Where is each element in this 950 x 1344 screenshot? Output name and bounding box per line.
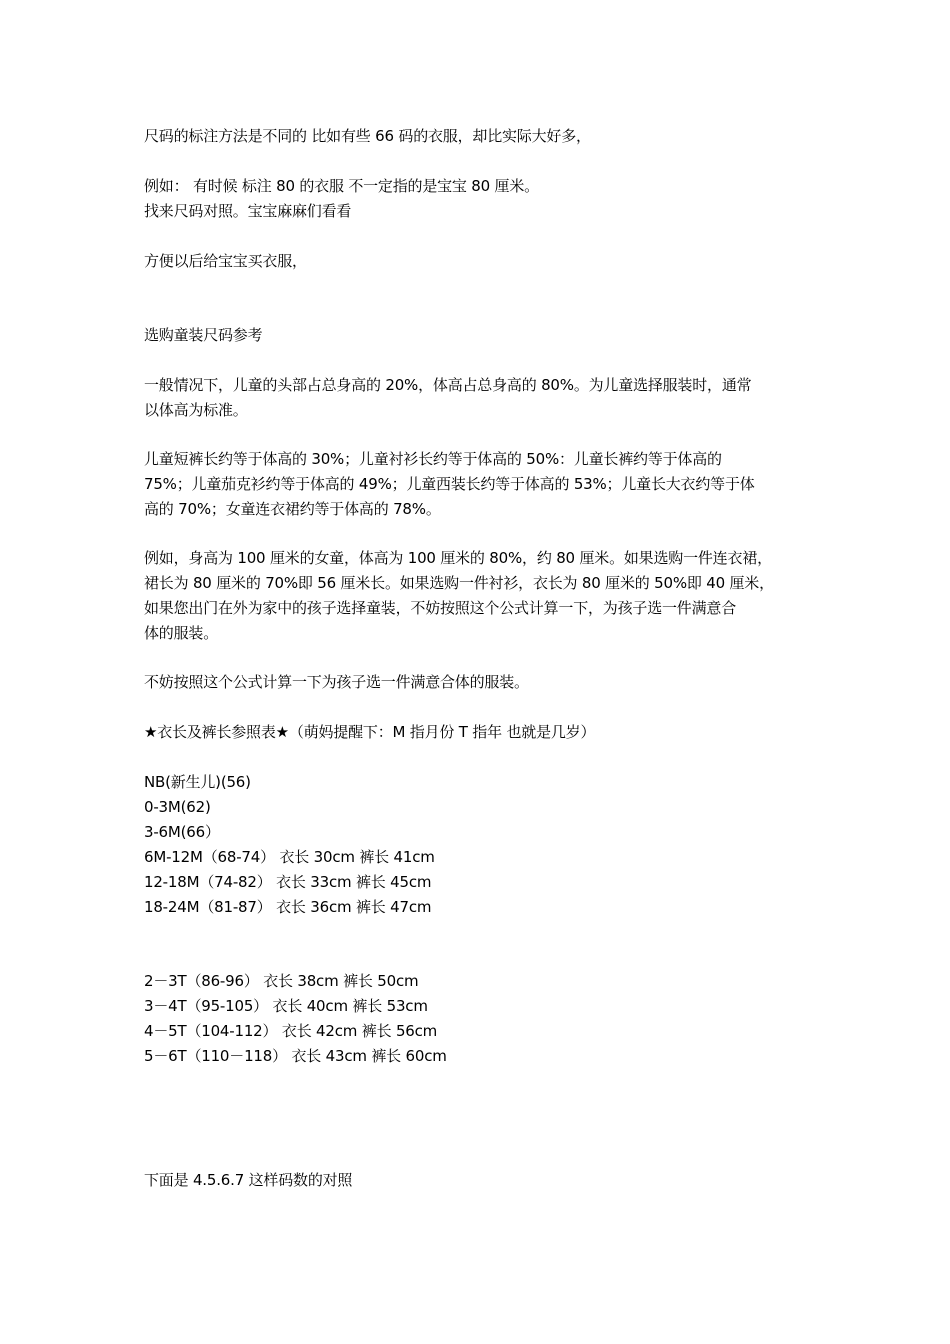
- size-row: 4－5T（104-112） 衣长 42cm 裤长 56cm: [144, 1022, 438, 1040]
- intro-line-1: 尺码的标注方法是不同的 比如有些 66 码的衣服，却比实际大好多，: [144, 127, 591, 145]
- size-row: 6M-12M（68-74） 衣长 30cm 裤长 41cm: [144, 848, 435, 866]
- paragraph-line: 儿童短裤长约等于体高的 30%；儿童衬衫长约等于体高的 50%：儿童长裤约等于体高的: [144, 450, 722, 468]
- size-table-title: ★衣长及裤长参照表★（萌妈提醒下：M 指月份 T 指年 也就是几岁）: [144, 723, 596, 741]
- paragraph-line: 体的服装。: [144, 624, 219, 642]
- paragraph-body-ratio: [144, 373, 810, 423]
- size-table-toddler: [144, 969, 810, 1069]
- intro-line-2: 例如： 有时候 标注 80 的衣服 不一定指的是宝宝 80 厘米。: [144, 177, 539, 195]
- paragraph-line: 一般情况下，儿童的头部占总身高的 20%，体高占总身高的 80%。为儿童选择服装时，通常: [144, 376, 752, 394]
- paragraph-garment-ratios: [144, 447, 810, 522]
- size-row: 2－3T（86-96） 衣长 38cm 裤长 50cm: [144, 972, 419, 990]
- paragraph-line: 75%；儿童茄克衫约等于体高的 49%；儿童西装长约等于体高的 53%；儿童长大衣约等于体: [144, 475, 755, 493]
- section-heading: 选购童装尺码参考: [144, 326, 263, 344]
- paragraph-formula-note: 不妨按照这个公式计算一下为孩子选一件满意合体的服装。: [144, 673, 529, 691]
- footer-note: 下面是 4.5.6.7 这样码数的对照: [144, 1171, 353, 1189]
- size-row: 0-3M(62): [144, 798, 211, 816]
- size-row: 3－4T（95-105） 衣长 40cm 裤长 53cm: [144, 997, 428, 1015]
- size-row: 3-6M(66）: [144, 823, 220, 841]
- size-row: 18-24M（81-87） 衣长 36cm 裤长 47cm: [144, 898, 432, 916]
- intro-line-4: 方便以后给宝宝买衣服，: [144, 252, 307, 270]
- size-row: NB(新生儿)(56): [144, 773, 251, 791]
- paragraph-line: 高的 70%；女童连衣裙约等于体高的 78%。: [144, 500, 441, 518]
- paragraph-line: 例如，身高为 100 厘米的女童，体高为 100 厘米的 80%，约 80 厘米。如果选购一件连衣裙，: [144, 549, 772, 567]
- paragraph-line: 以体高为标准。: [144, 401, 248, 419]
- paragraph-line: 如果您出门在外为家中的孩子选择童装，不妨按照这个公式计算一下，为孩子选一件满意合: [144, 599, 737, 617]
- size-row: 5－6T（110－118） 衣长 43cm 裤长 60cm: [144, 1047, 447, 1065]
- size-row: 12-18M（74-82） 衣长 33cm 裤长 45cm: [144, 873, 432, 891]
- paragraph-line: 裙长为 80 厘米的 70%即 56 厘米长。如果选购一件衬衫，衣长为 80 厘米的 50%即 40 厘米，: [144, 574, 774, 592]
- paragraph-example: [144, 546, 810, 646]
- size-table-infant: [144, 770, 810, 920]
- intro-line-3: 找来尺码对照。宝宝麻麻们看看: [144, 202, 352, 220]
